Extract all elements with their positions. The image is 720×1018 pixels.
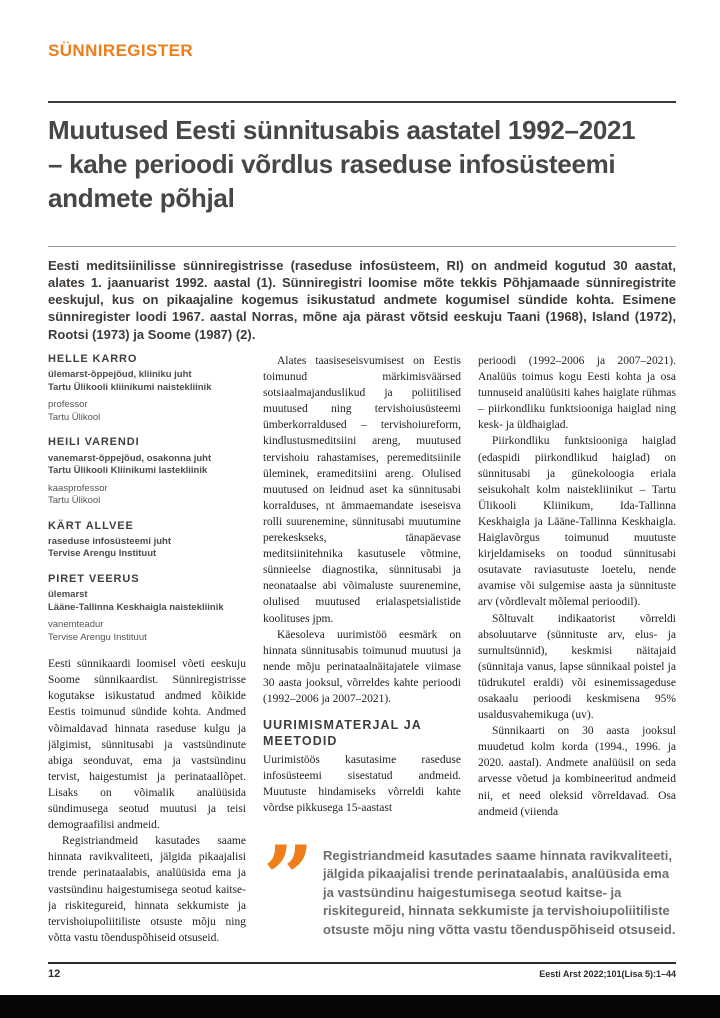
body-paragraph: Alates taasiseseisvumisest on Eestis toimunud märkimisväärsed sotsiaalmajanduslikud ja poliitilised muutused ning tervishoiusüsteemi ümberkorraldused – tervishoiureform, kindlustusmeditsiini areng, muutused tervishoiu rahastamises, peremeditsiinile üleminek, erameditsiini areng. Olulised muutused on leidnud aset ka sünnitusabi korralduses, nt ämmaemandate iseseisva rolli suurenemine, sünnitusabi muutumine perekeskseks, tänapäevase meditsiinitehnika kasutusele võtmine, sünnieelse diagnostika, sünnitusabi ja neonataalse abi võimaluste suurenemine, olulised muutused erialaspetsialistide koolituses jpm. — [263, 355, 461, 625]
author-secondary-group — [48, 619, 246, 644]
author-role-line: vanemteadur — [48, 619, 104, 631]
author-name: PIRET VEERUS — [48, 572, 140, 585]
body-paragraph: Sünnikaarti on 30 aasta jooksul muudetud kolm korda (1994., 1996. ja 2020. aastal). Andmete analüüsil on seda arvesse võetud ja kombineeritud andmeid nii, et need oleksid võrreldavad. Osa andmeid (viienda — [478, 725, 676, 818]
quote-icon: ” — [263, 826, 308, 930]
author-role-line: vanemarst-õppejõud, osakonna juht — [48, 452, 212, 464]
body-paragraph: Registriandmeid kasutades saame hinnata ravikvaliteeti, jälgida pikaajalisi trende perinataalabis, analüüsida ema ja vastsündinu haigestumisega seotud kaitse- ja riskitegureid, hinnata sekkumiste ja tervishoiupoliitiliste otsuste mõju ning võtta vastu tõenduspõhiseid otsuseid. — [48, 835, 246, 944]
author-affiliation-line: Tartu Ülikool — [48, 411, 101, 423]
author-role-line: ülemarst — [48, 589, 88, 601]
author-affiliation-line: Lääne-Tallinna Keskhaigla naistekliinik — [48, 601, 224, 613]
section-heading-methods: UURIMISMATERJAL JA MEETODID — [263, 718, 422, 749]
pull-quote-text: Registriandmeid kasutades saame hinnata ravikvaliteeti, jälgida pikaajalisi trende perinataalabis, analüüsida ema ja vastsündinu haigestumisega seotud kaitse- ja riskitegureid, hinnata sekkumiste ja tervishoiupoliitiliste otsuste mõju ning võtta vastu tõenduspõhiseid otsuseid. — [323, 848, 676, 937]
page-title: Muutused Eesti sünnitusabis aastatel 1992–2021 – kahe perioodi võrdlus raseduse infosüsteemi andmete põhjal — [48, 115, 636, 213]
author-name: KÄRT ALLVEE — [48, 519, 134, 532]
author-block — [48, 573, 246, 644]
footer-rule — [48, 962, 676, 964]
body-paragraph: Käesoleva uurimistöö eesmärk on hinnata sünnitusabis toimunud muutusi ja nende mõju perinataalnäitajatele viimase 30 aasta jooksul, võrreldes kahte perioodi (1992–2006 ja 2007–2021). — [263, 628, 461, 705]
journal-reference: Eesti Arst 2022;101(Lisa 5):1–44 — [539, 969, 676, 979]
author-secondary-group — [48, 399, 246, 424]
author-affiliation-line: Tervise Arengu Instituut — [48, 548, 157, 560]
author-block — [48, 353, 246, 424]
section-kicker: SÜNNIREGISTER — [48, 41, 193, 60]
pull-quote — [263, 826, 676, 957]
author-block — [48, 436, 246, 507]
bottom-black-bar — [0, 995, 720, 1018]
author-name: HEILI VARENDI — [48, 436, 140, 449]
body-paragraph: Sõltuvalt indikaatorist võrreldi absoluutarve (sünnituste arv, elus- ja surnultsünnid), keskmisi näitajaid (sünnitaja vanus, lapse sünnikaal poistel ja tüdrukutel eraldi) või esinemissageduse osakaalu perioodi keskmisena 95% usaldusvahemikuga (uv). — [478, 612, 676, 722]
author-affiliation-line: Tartu Ülikool — [48, 495, 101, 507]
author-role-line: kaasprofessor — [48, 482, 108, 494]
author-affiliation-line: Tartu Ülikooli kliinikumi naistekliinik — [48, 381, 212, 393]
title-divider-rule — [48, 246, 676, 247]
body-paragraph: Piirkondliku funktsiooniga haiglad (edaspidi piirkondlikud haiglad) on sünnitusabi ja günekoloogia eriala seisukohalt kolm naistekliinikut – Tartu Ülikooli Kliinikum, Ida-Tallinna Keskhaigla ja Lääne-Tallinna Keskhaigla. Haiglavõrgus toimunud muutuste kirjeldamiseks on toodud sünnitusabi osutavate raviasutuste loetelu, nende avamise või sulgemise aasta ja sünnituste arv (võrdlevalt mõlemal perioodil). — [478, 435, 676, 609]
body-paragraph: perioodi (1992–2006 ja 2007–2021). Analüüs toimus kogu Eesti kohta ja osa tunnuseid analüüsiti kahes haiglate rühmas – piirkondliku funktsiooniga haiglad ning kesk- ja üldhaiglad. — [478, 355, 676, 432]
author-role-line: professor — [48, 399, 88, 411]
author-affiliation-line: Tartu Ülikooli Kliinikumi lastekliinik — [48, 465, 208, 477]
author-affiliation-line: Tervise Arengu Instituut — [48, 631, 147, 643]
author-block — [48, 520, 246, 561]
body-paragraph: Uurimistöös kasutasime raseduse infosüsteemi sisestatud andmeid. Muutuste hindamiseks võrreldi kahte võrdse pikkusega 15-aastast — [263, 754, 461, 815]
lede-paragraph: Eesti meditsiinilisse sünniregistrisse (raseduse infosüsteem, RI) on andmeid kogutud 30 aastat, alates 1. jaanuarist 1992. aastal (1). Sünniregistri loomise mõte tekkis Põhjamaade sünniregistrite eeskujul, kus on pikaajaline kogemus isikustatud andmete kogumisel sündide kohta. Esimene sünniregister loodi 1967. aastal Norras, mõne aja pärast võtsid eeskuju Taani (1968), Island (1972), Rootsi (1973) ja Soome (1987) (2). — [48, 258, 676, 342]
column-left — [48, 353, 246, 955]
author-name: HELLE KARRO — [48, 353, 138, 365]
page-number: 12 — [48, 968, 61, 980]
author-role-line: ülemarst-õppejõud, kliiniku juht — [48, 369, 192, 381]
author-secondary-group — [48, 483, 246, 508]
body-paragraph: Eesti sünnikaardi loomisel võeti eeskuju Soome sünnikaardist. Sünniregistrisse kogutakse isikustatud andmed kõikide Eestis toimunud sündide kohta. Andmed võimaldavad hinnata raseduse kulgu ja jälgimist, sünnitusabi ja vastsündinute abiga seonduvat, ema ja vastsündinu tervist, haigestumist ja perinataallõpet. Lisaks on võimalik analüüsida sündimusega seotud muutusi ja teisi demograafilisi andmeid. — [48, 658, 246, 832]
author-role-line: raseduse infosüsteemi juht — [48, 535, 172, 547]
header-rule — [48, 101, 676, 103]
column-left-body — [48, 656, 246, 946]
